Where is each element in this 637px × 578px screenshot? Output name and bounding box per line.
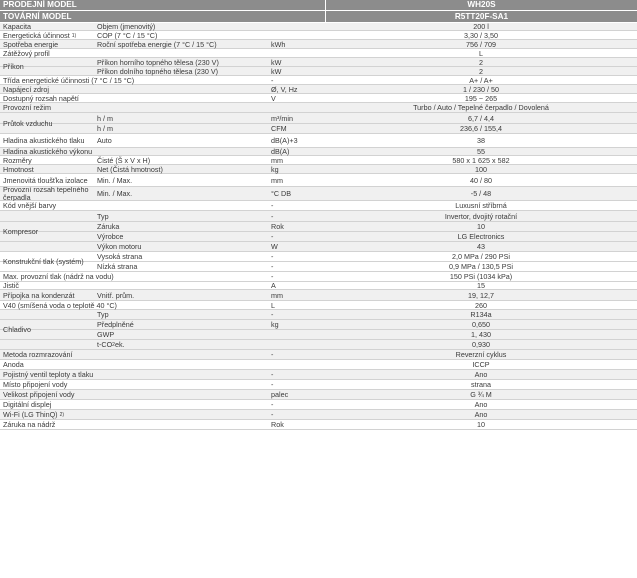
row-value: A+ / A+ (469, 76, 493, 85)
row-value: LG Electronics (457, 232, 505, 242)
row-unit: L (271, 301, 275, 310)
row-value: 10 (477, 222, 485, 232)
row-sublabel: Příkon horního topného tělesa (230 V) (97, 58, 219, 67)
row-sublabel: Záruka (97, 222, 120, 232)
row-unit: m³/min (271, 113, 293, 123)
row-value: -5 / 48 (470, 189, 492, 199)
row-value: Turbo / Auto / Tepelné čerpadlo / Dovolená (413, 103, 549, 113)
row-sublabel: Nízká strana (97, 262, 138, 272)
row-value: Ano (474, 400, 488, 410)
row-label: Provozní režim (3, 103, 51, 113)
row-unit: V (271, 94, 276, 103)
row-value: 0,9 MPa / 130,5 PSi (449, 262, 513, 272)
row-label: Metoda rozmrazování (3, 350, 73, 360)
row-label: Provozní rozsah tepelného čerpadla (3, 187, 89, 201)
row-value: 100 (475, 165, 487, 174)
row-value: 43 (477, 242, 485, 252)
header-value: R5TT20F-SA1 (326, 11, 637, 22)
row-unit: - (271, 370, 274, 380)
row-value: 38 (477, 136, 485, 146)
row-label: Energetická účinnost 1) (3, 31, 77, 40)
row-value: L (479, 49, 483, 58)
row-label: Digitální displej (3, 400, 52, 410)
row-label: Spotřeba energie (3, 40, 59, 49)
row-label: Napájecí zdroj (3, 85, 49, 94)
row-unit: mm (271, 290, 283, 300)
row-sublabel: Čisté (Š x V x H) (97, 156, 151, 165)
row-value: 0,650 (472, 320, 490, 330)
row-unit: mm (271, 156, 283, 165)
row-value: Ano (474, 370, 488, 380)
row-label: Záruka na nádrž (3, 420, 56, 430)
row-value: 6,7 / 4,4 (468, 113, 494, 123)
row-label: Místo připojení vody (3, 380, 68, 390)
row-value: 195 ~ 265 (464, 94, 498, 103)
row-label: Chladivo (3, 325, 31, 335)
row-value: 40 / 80 (470, 175, 492, 185)
row-sublabel: Výrobce (97, 232, 124, 242)
row-value: 580 x 1 625 x 582 (452, 156, 510, 165)
row-value: 200 l (473, 23, 489, 31)
row-label: Zátěžový profil (3, 49, 50, 58)
row-label: Konstrukční tlak (systém) (3, 257, 84, 267)
row-label: Wi-Fi (LG ThinQ) 2) (3, 410, 65, 420)
row-unit: - (271, 211, 274, 221)
row-label: Příkon (3, 62, 24, 72)
row-sublabel: Typ (97, 211, 109, 221)
row-label: Dostupný rozsah napětí (3, 94, 79, 103)
row-sublabel: Net (Čistá hmotnost) (97, 165, 163, 174)
row-unit: Rok (271, 420, 284, 430)
row-value: 2 (479, 67, 483, 76)
row-value: ICCP (472, 360, 490, 370)
row-label: Velikost připojení vody (3, 390, 75, 400)
row-label: Přípojka na kondenzát (3, 290, 75, 300)
row-label: Pojistný ventil teploty a tlaku (3, 370, 94, 380)
row-sublabel: t-CO 2 ek. (97, 340, 125, 350)
row-label: Třída energetické účinnosti (7 °C / 15 °C) (3, 76, 135, 85)
row-unit: - (271, 252, 274, 262)
header-value: WH20S (326, 0, 637, 10)
header-label: PRODEJNÍ MODEL (0, 0, 325, 10)
row-value: strana (471, 380, 491, 390)
row-unit: °C DB (271, 189, 292, 199)
row-unit: - (271, 76, 274, 85)
row-label: Průtok vzduchu (3, 118, 53, 128)
row-unit: - (271, 272, 274, 282)
row-label: V40 (smíšená voda o teplotě 40 °C) (3, 301, 117, 310)
row-sublabel: Min. / Max. (97, 175, 133, 185)
row-value: 2 (479, 58, 483, 67)
row-unit: palec (271, 390, 289, 400)
row-sublabel: h / m (97, 113, 113, 123)
row-value: 260 (475, 301, 487, 310)
row-value: 756 / 709 (466, 40, 496, 49)
row-unit: - (271, 201, 274, 211)
row-unit: kW (271, 58, 282, 67)
row-label: Rozměry (3, 156, 32, 165)
row-sublabel: GWP (97, 330, 115, 340)
row-label: Hmotnost (3, 165, 34, 174)
row-sublabel: h / m (97, 124, 113, 134)
row-unit: CFM (271, 124, 287, 134)
row-unit: - (271, 350, 274, 360)
row-sublabel: Roční spotřeba energie (7 °C / 15 °C) (97, 40, 217, 49)
row-unit: - (271, 400, 274, 410)
row-unit: - (271, 380, 274, 390)
row-unit: kW (271, 67, 282, 76)
row-label: Kompresor (3, 226, 39, 236)
row-sublabel: Auto (97, 136, 112, 146)
row-unit: W (271, 242, 278, 252)
row-unit: dB(A) (271, 148, 290, 156)
row-unit: kg (271, 165, 279, 174)
row-value: G ¾ M (470, 390, 492, 400)
row-unit: dB(A)+3 (271, 136, 298, 146)
row-value: 10 (477, 420, 485, 430)
row-unit: - (271, 310, 274, 320)
row-label: Hladina akustického tlaku (3, 136, 85, 146)
row-sublabel: Vysoká strana (97, 252, 143, 262)
row-sublabel: Příkon dolního topného tělesa (230 V) (97, 67, 219, 76)
row-unit: A (271, 282, 276, 290)
row-value: 1 / 230 / 50 (463, 85, 499, 94)
row-value: 19, 12,7 (468, 290, 494, 300)
row-sublabel: Typ (97, 310, 109, 320)
row-value: 2,0 MPa / 290 PSi (452, 252, 510, 262)
row-value: 0,930 (472, 340, 490, 350)
row-unit: kWh (271, 40, 286, 49)
row-unit: Rok (271, 222, 284, 232)
row-value: 15 (477, 282, 485, 290)
row-label: Kapacita (3, 23, 31, 31)
row-value: 3,30 / 3,50 (464, 31, 498, 40)
row-unit: - (271, 262, 274, 272)
row-value: Ano (474, 410, 488, 420)
row-unit: - (271, 410, 274, 420)
row-label: Jistič (3, 282, 19, 290)
row-label: Hladina akustického výkonu (3, 148, 93, 156)
row-value: Invertor, dvojitý rotační (444, 211, 518, 221)
row-sublabel: Objem (jmenovitý) (97, 23, 156, 31)
row-value: Reverzní cyklus (455, 350, 507, 360)
row-label: Anoda (3, 360, 24, 370)
row-sublabel: Předplněné (97, 320, 134, 330)
row-label: Kód vnější barvy (3, 201, 57, 211)
row-value: 236,6 / 155,4 (460, 124, 502, 134)
row-sublabel: Výkon motoru (97, 242, 142, 252)
header-label: TOVÁRNÍ MODEL (0, 11, 325, 22)
row-value: 150 PSi (1034 kPa) (449, 272, 513, 282)
row-label: Jmenovitá tloušťka izolace (3, 175, 88, 185)
row-sublabel: Vnitř. prům. (97, 290, 135, 300)
row-label: Max. provozní tlak (nádrž na vodu) (3, 272, 114, 282)
row-value: 55 (477, 148, 485, 156)
row-value: R134a (470, 310, 492, 320)
row-value: Luxusní stříbrná (455, 201, 507, 211)
row-unit: Ø, V, Hz (271, 85, 298, 94)
row-unit: - (271, 232, 274, 242)
row-value: 1, 430 (471, 330, 491, 340)
row-unit: mm (271, 175, 283, 185)
row-unit: kg (271, 320, 279, 330)
row-sublabel: Min. / Max. (97, 189, 133, 199)
row-sublabel: COP (7 °C / 15 °C) (97, 31, 158, 40)
